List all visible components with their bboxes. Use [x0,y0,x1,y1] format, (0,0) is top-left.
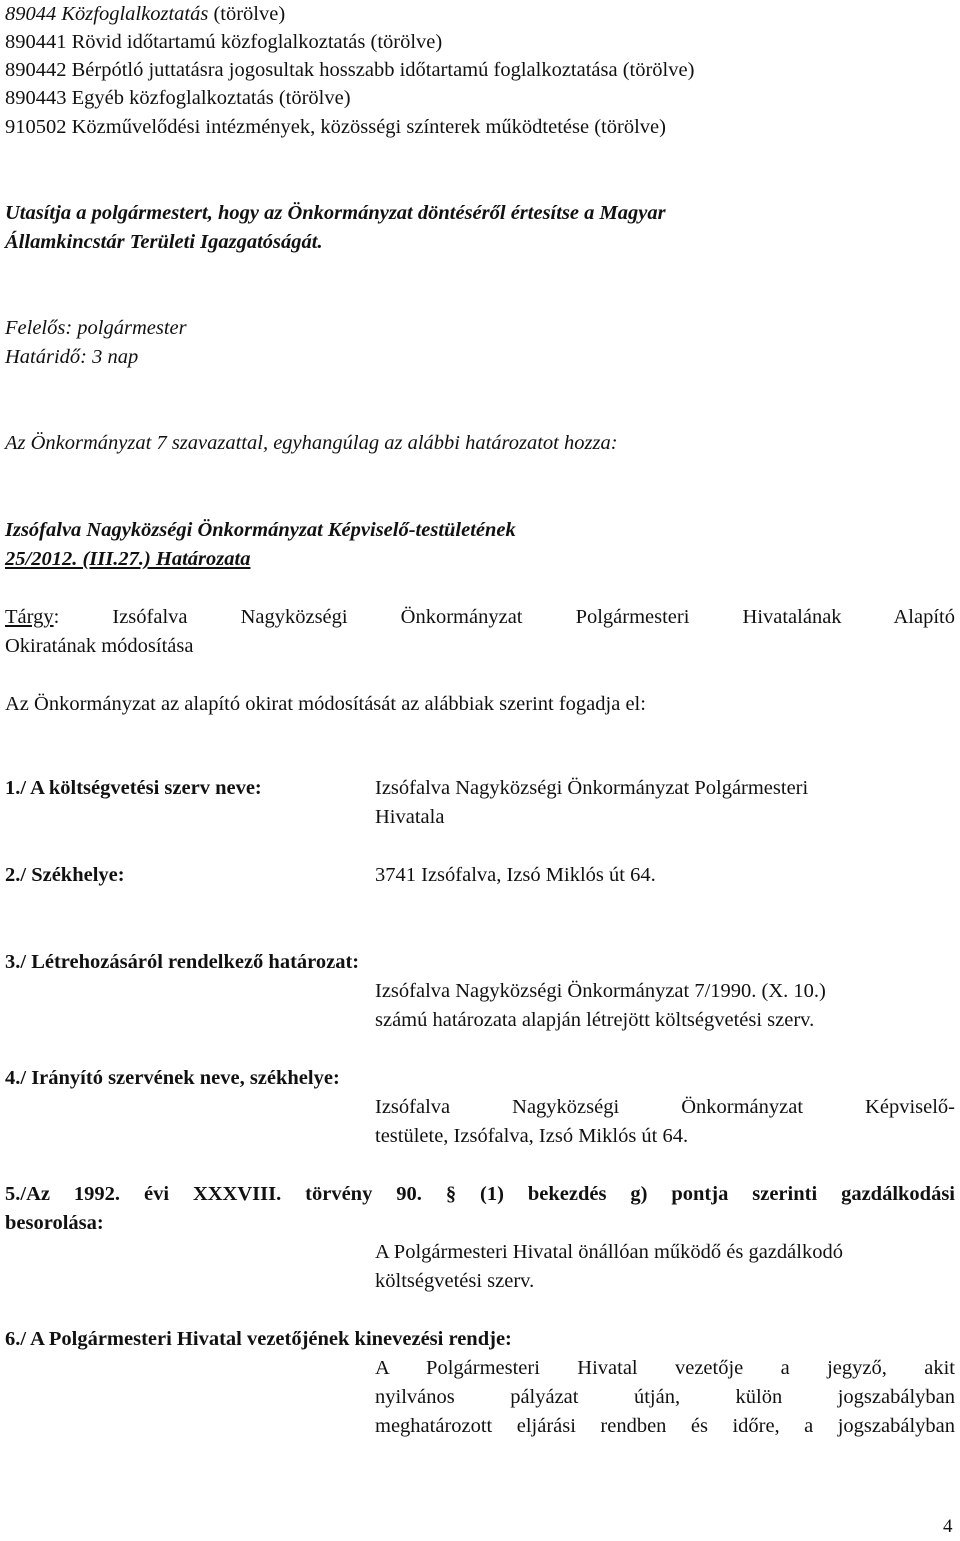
section-5-value-2: költségvetési szerv. [375,1270,535,1292]
resolution-body: Izsófalva Nagyközségi Önkormányzat Képviselő-testületének [5,519,516,541]
section-4-value-1: Izsófalva Nagyközségi Önkormányzat Képviselő- [375,1096,955,1118]
subject-label: Tárgy [5,606,54,628]
item-note: (törölve) [213,3,286,25]
deadline: Határidő: 3 nap [5,346,139,368]
section-2-label: 2./ Székhelye: [5,864,125,886]
item-code: 890443 [5,87,67,109]
section-1-value-2: Hivatala [375,806,445,828]
item-code: 890441 [5,31,67,53]
section-3-value-1: Izsófalva Nagyközségi Önkormányzat 7/1990. (X. 10.) [375,980,826,1002]
section-5-label-1: 5./Az 1992. évi XXXVIII. törvény 90. § (1) bekezdés g) pontja szerinti gazdálkodási [5,1183,955,1205]
section-6-value-1: A Polgármesteri Hivatal vezetője a jegyző, akit [375,1357,955,1379]
section-2-value: 3741 Izsófalva, Izsó Miklós út 64. [375,864,656,886]
adopt-statement: Az Önkormányzat az alapító okirat módosítását az alábbiak szerint fogadja el: [5,693,646,715]
section-6-value-2: nyilvános pályázat útján, külön jogszabályban [375,1386,955,1408]
item-note: (törölve) [278,87,351,109]
section-6-value-3: meghatározott eljárási rendben és időre, a jogszabályban [375,1415,955,1437]
section-6-label: 6./ A Polgármesteri Hivatal vezetőjének kinevezési rendje: [5,1328,512,1350]
item-note: (törölve) [370,31,443,53]
item-note: (törölve) [622,59,695,81]
section-5-value-1: A Polgármesteri Hivatal önállóan működő és gazdálkodó [375,1241,843,1263]
item-name: Közfoglalkoztatás [61,3,209,25]
deleted-item-1 [5,28,442,57]
section-3-value-2: számú határozata alapján létrejött költségvetési szerv. [375,1009,815,1031]
instruction-line-2: Államkincstár Területi Igazgatóságát. [5,231,323,253]
item-code: 910502 [5,116,67,138]
section-1-label: 1./ A költségvetési szerv neve: [5,777,262,799]
item-code: 89044 [5,3,57,25]
deleted-item-4 [5,113,666,142]
deleted-item-2 [5,56,694,85]
section-4-value-2: testülete, Izsófalva, Izsó Miklós út 64. [375,1125,689,1147]
resolution-number: 25/2012. (III.27.) Határozata [5,548,251,570]
subject-line-2: Okiratának módosítása [5,635,194,657]
item-name: Rövid időtartamú közfoglalkoztatás [71,31,366,53]
item-name: Bérpótló juttatásra jogosultak hosszabb időtartamú foglalkoztatása [71,59,618,81]
section-5-label-2: besorolása: [5,1212,104,1234]
page-number: 4 [943,1516,953,1537]
vote-statement: Az Önkormányzat 7 szavazattal, egyhangúlag az alábbi határozatot hozza: [5,432,618,454]
item-name: Egyéb közfoglalkoztatás [71,87,274,109]
section-1-value-1: Izsófalva Nagyközségi Önkormányzat Polgármesteri [375,777,809,799]
subject-text-1: Izsófalva Nagyközségi Önkormányzat Polgármesteri Hivatalának Alapító [59,606,955,628]
deleted-item-3 [5,84,351,113]
instruction-line-1: Utasítja a polgármestert, hogy az Önkormányzat döntéséről értesítse a Magyar [5,202,666,224]
subject-colon: : [53,606,60,628]
subject-line-1 [5,603,955,632]
item-note: (törölve) [594,116,666,138]
responsible: Felelős: polgármester [5,317,187,339]
item-name: Közművelődési intézmények, közösségi színterek működtetése [71,116,590,138]
section-4-label: 4./ Irányító szervének neve, székhelye: [5,1067,340,1089]
section-3-label: 3./ Létrehozásáról rendelkező határozat: [5,951,360,973]
item-code: 890442 [5,59,67,81]
deleted-item-0 [5,0,285,29]
